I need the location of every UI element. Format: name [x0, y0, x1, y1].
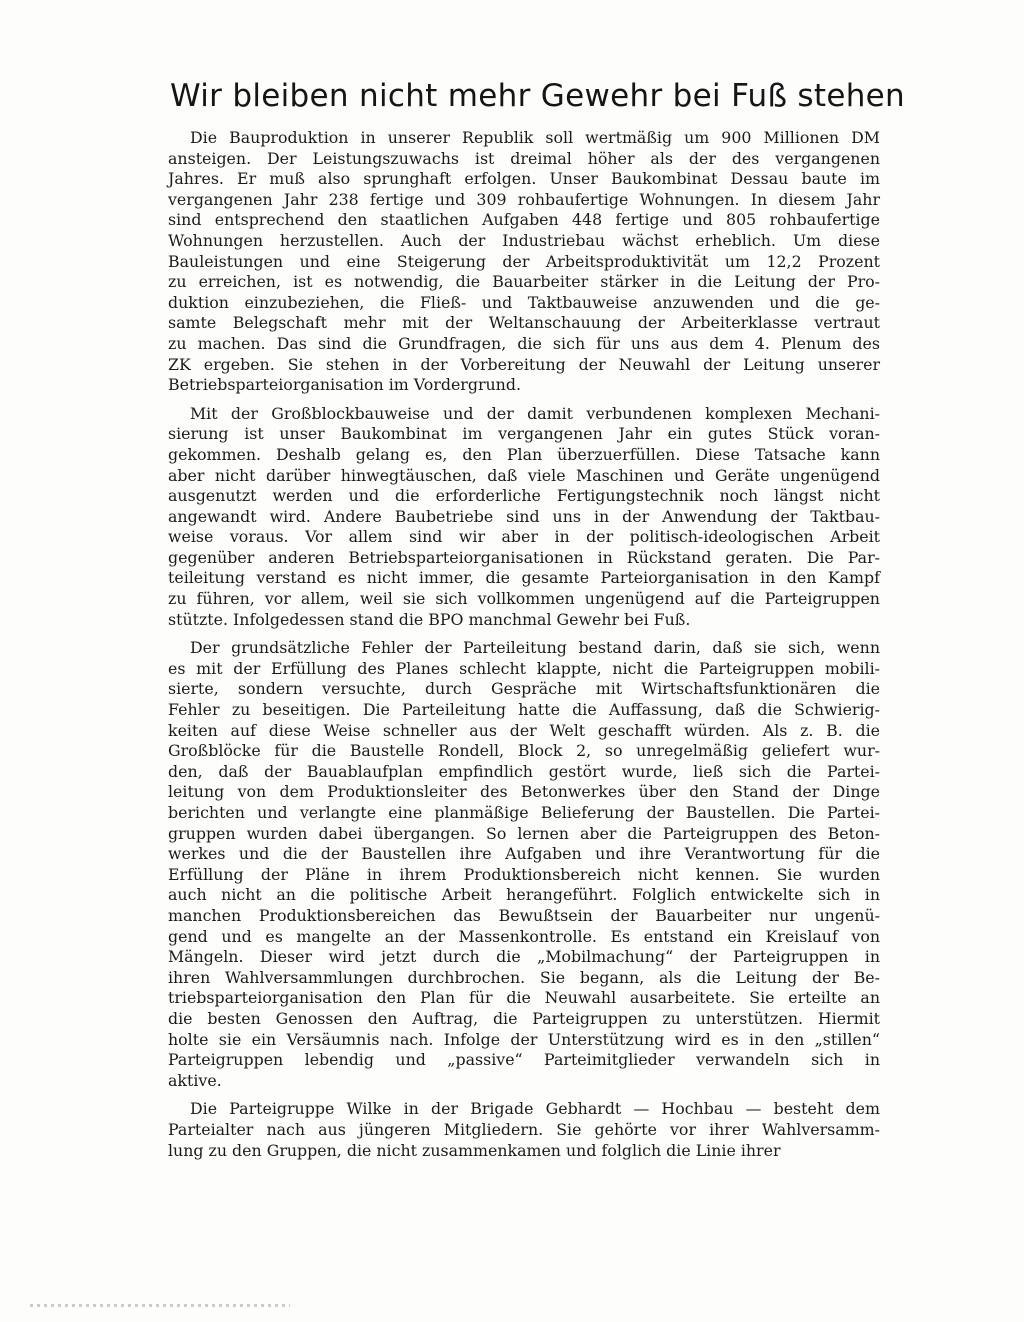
text-line: Mängeln. Dieser wird jetzt durch die „Mobilmachung“ der Parteigruppen in	[168, 947, 880, 967]
text-line: berichten und verlangte eine planmäßige Belieferung der Baustellen. Die Partei-	[168, 803, 880, 822]
text-line: keiten auf diese Weise schneller aus der Welt geschafft würden. Als z. B. die	[168, 720, 880, 740]
text-line: triebsparteiorganisation den Plan für die Neuwahl ausarbeitete. Sie erteilte an	[168, 988, 880, 1008]
article-body	[168, 128, 880, 1169]
paragraph	[168, 638, 880, 1091]
paragraph	[168, 1099, 880, 1161]
text-line: lung zu den Gruppen, die nicht zusammenkamen und folglich die Linie ihrer	[168, 1140, 781, 1160]
text-line: gend und es mangelte an der Massenkontrolle. Es entstand ein Kreislauf von	[168, 926, 880, 946]
text-line: samte Belegschaft mehr mit der Weltanschauung der Arbeiterklasse vertraut	[168, 313, 880, 333]
text-line: gegenüber anderen Betriebsparteiorganisationen in Rückstand geraten. Die Par-	[168, 547, 880, 567]
text-line: Jahres. Er muß also sprunghaft erfolgen. Unser Baukombinat Dessau baute im	[168, 169, 880, 189]
text-line: Bauleistungen und eine Steigerung der Arbeitsproduktivität um 12,2 Prozent	[168, 251, 880, 271]
text-line: Betriebsparteiorganisation im Vordergrund.	[168, 375, 521, 395]
text-line: Die Bauproduktion in unserer Republik soll wertmäßig um 900 Millionen DM	[190, 128, 880, 147]
text-line: Mit der Großblockbauweise und der damit verbundenen komplexen Mechani-	[190, 403, 880, 423]
text-line: Wohnungen herzustellen. Auch der Industriebau wächst erheblich. Um diese	[168, 230, 880, 250]
text-line: holte sie ein Versäumnis nach. Infolge der Unterstützung wird es in den „stillen“	[168, 1029, 880, 1049]
text-line: vergangenen Jahr 238 fertige und 309 rohbaufertige Wohnungen. In diesem Jahr	[168, 189, 880, 209]
text-line: gekommen. Deshalb gelang es, den Plan überzuerfüllen. Diese Tatsache kann	[168, 444, 880, 464]
text-line: zu führen, vor allem, weil sie sich vollkommen ungenügend auf die Parteigruppen	[168, 589, 880, 609]
text-line: werkes und die der Baustellen ihre Aufgaben und ihre Verantwortung für die	[168, 844, 880, 864]
text-line: ausgenutzt werden und die erforderliche Fertigungstechnik noch längst nicht	[168, 486, 880, 506]
text-line: den, daß der Bauablaufplan empfindlich gestört wurde, ließ sich die Partei-	[168, 761, 880, 781]
text-line: auch nicht an die politische Arbeit herangeführt. Folglich entwickelte sich in	[168, 885, 880, 905]
text-line: stützte. Infolgedessen stand die BPO manchmal Gewehr bei Fuß.	[168, 609, 691, 629]
text-line: es mit der Erfüllung des Planes schlecht klappte, nicht die Parteigruppen mobili-	[168, 658, 880, 678]
scan-artifact	[30, 1304, 290, 1307]
article-title: Wir bleiben nicht mehr Gewehr bei Fuß stehen	[170, 78, 905, 114]
text-line: ihren Wahlversammlungen durchbrochen. Sie begann, als die Leitung der Be-	[168, 967, 880, 987]
text-line: leitung von dem Produktionsleiter des Betonwerkes über den Stand der Dinge	[168, 782, 880, 802]
text-line: Großblöcke für die Baustelle Rondell, Block 2, so unregelmäßig geliefert wur-	[168, 741, 880, 761]
text-line: teileitung verstand es nicht immer, die gesamte Parteiorganisation in den Kampf	[168, 568, 880, 588]
text-line: Der grundsätzliche Fehler der Parteileitung bestand darin, daß sie sich, wenn	[190, 638, 880, 658]
text-line: Fehler zu beseitigen. Die Parteileitung hatte die Auffassung, daß die Schwierig-	[168, 700, 880, 720]
text-line: Parteigruppen lebendig und „passive“ Parteimitglieder verwandeln sich in	[168, 1050, 880, 1070]
text-line: duktion einzubeziehen, die Fließ- und Taktbauweise anzuwenden und die ge-	[168, 292, 880, 312]
text-line: weise voraus. Vor allem sind wir aber in der politisch-ideologischen Arbeit	[168, 527, 880, 547]
text-line: Die Parteigruppe Wilke in der Brigade Gebhardt — Hochbau — besteht dem	[190, 1099, 880, 1119]
text-line: aktive.	[168, 1070, 222, 1090]
text-line: ZK ergeben. Sie stehen in der Vorbereitung der Neuwahl der Leitung unserer	[168, 354, 880, 374]
text-line: die besten Genossen den Auftrag, die Parteigruppen zu unterstützen. Hiermit	[168, 1008, 880, 1028]
text-line: Erfüllung der Pläne in ihrem Produktionsbereich nicht kennen. Sie wurden	[168, 864, 880, 884]
text-line: Parteialter nach aus jüngeren Mitgliedern. Sie gehörte vor ihrer Wahlversamm-	[168, 1119, 880, 1139]
text-line: gruppen wurden dabei übergangen. So lernen aber die Parteigruppen des Beton-	[168, 823, 880, 843]
text-line: sind entsprechend den staatlichen Aufgaben 448 fertige und 805 rohbaufertige	[168, 210, 880, 230]
text-line: angewandt wird. Andere Baubetriebe sind uns in der Anwendung der Taktbau-	[168, 506, 880, 526]
paragraph	[168, 128, 880, 396]
text-line: aber nicht darüber hinwegtäuschen, daß viele Maschinen und Geräte ungenügend	[168, 465, 880, 485]
text-line: sierte, sondern versuchte, durch Gespräche mit Wirtschaftsfunktionären die	[168, 679, 880, 699]
text-line: sierung ist unser Baukombinat im vergangenen Jahr ein gutes Stück voran-	[168, 424, 880, 444]
text-line: manchen Produktionsbereichen das Bewußtsein der Bauarbeiter nur ungenü-	[168, 905, 880, 925]
paragraph	[168, 404, 880, 631]
text-line: zu machen. Das sind die Grundfragen, die sich für uns aus dem 4. Plenum des	[168, 333, 880, 353]
text-line: ansteigen. Der Leistungszuwachs ist dreimal höher als der des vergangenen	[168, 148, 880, 168]
text-line: zu erreichen, ist es notwendig, die Bauarbeiter stärker in die Leitung der Pro-	[168, 272, 880, 292]
